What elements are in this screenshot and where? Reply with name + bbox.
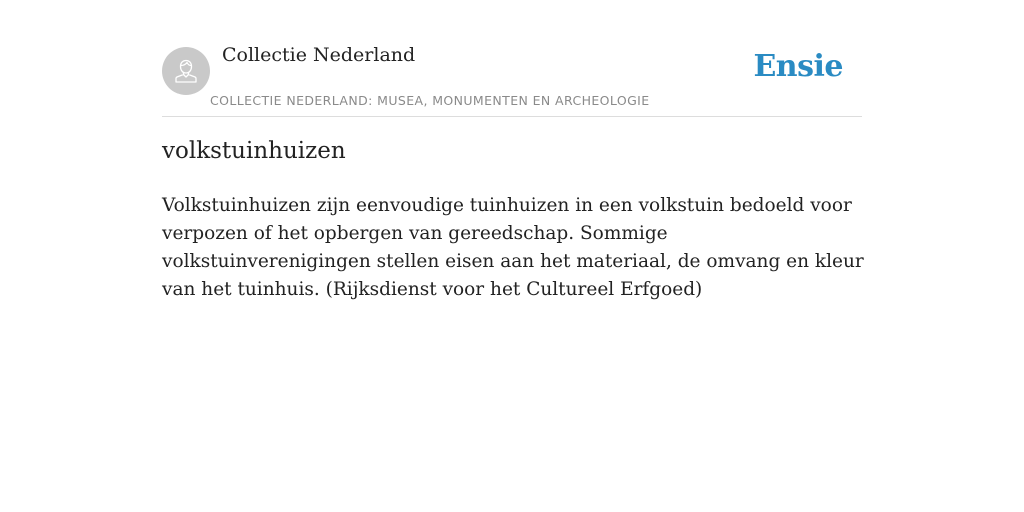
- definition-text: Volkstuinhuizen zijn eenvoudige tuinhuizen in een volkstuin bedoeld voor verpozen of het opbergen van gereedschap. Sommige volkstuinverenigingen stellen eisen aan het materiaal, de omvang en kleur van het tuinhuis. (Rijksdienst voor het Cultureel Erfgoed): [162, 195, 864, 300]
- term-title: volkstuinhuizen: [162, 138, 346, 164]
- header: [162, 0, 862, 117]
- author-subtitle[interactable]: COLLECTIE NEDERLAND: MUSEA, MONUMENTEN EN ARCHEOLOGIE: [210, 93, 650, 108]
- user-outline-icon: [171, 56, 201, 86]
- ensie-logo[interactable]: Ensie: [753, 49, 843, 84]
- page-container: [162, 0, 862, 512]
- author-name-link[interactable]: Collectie Nederland: [222, 44, 416, 66]
- avatar[interactable]: [162, 47, 210, 95]
